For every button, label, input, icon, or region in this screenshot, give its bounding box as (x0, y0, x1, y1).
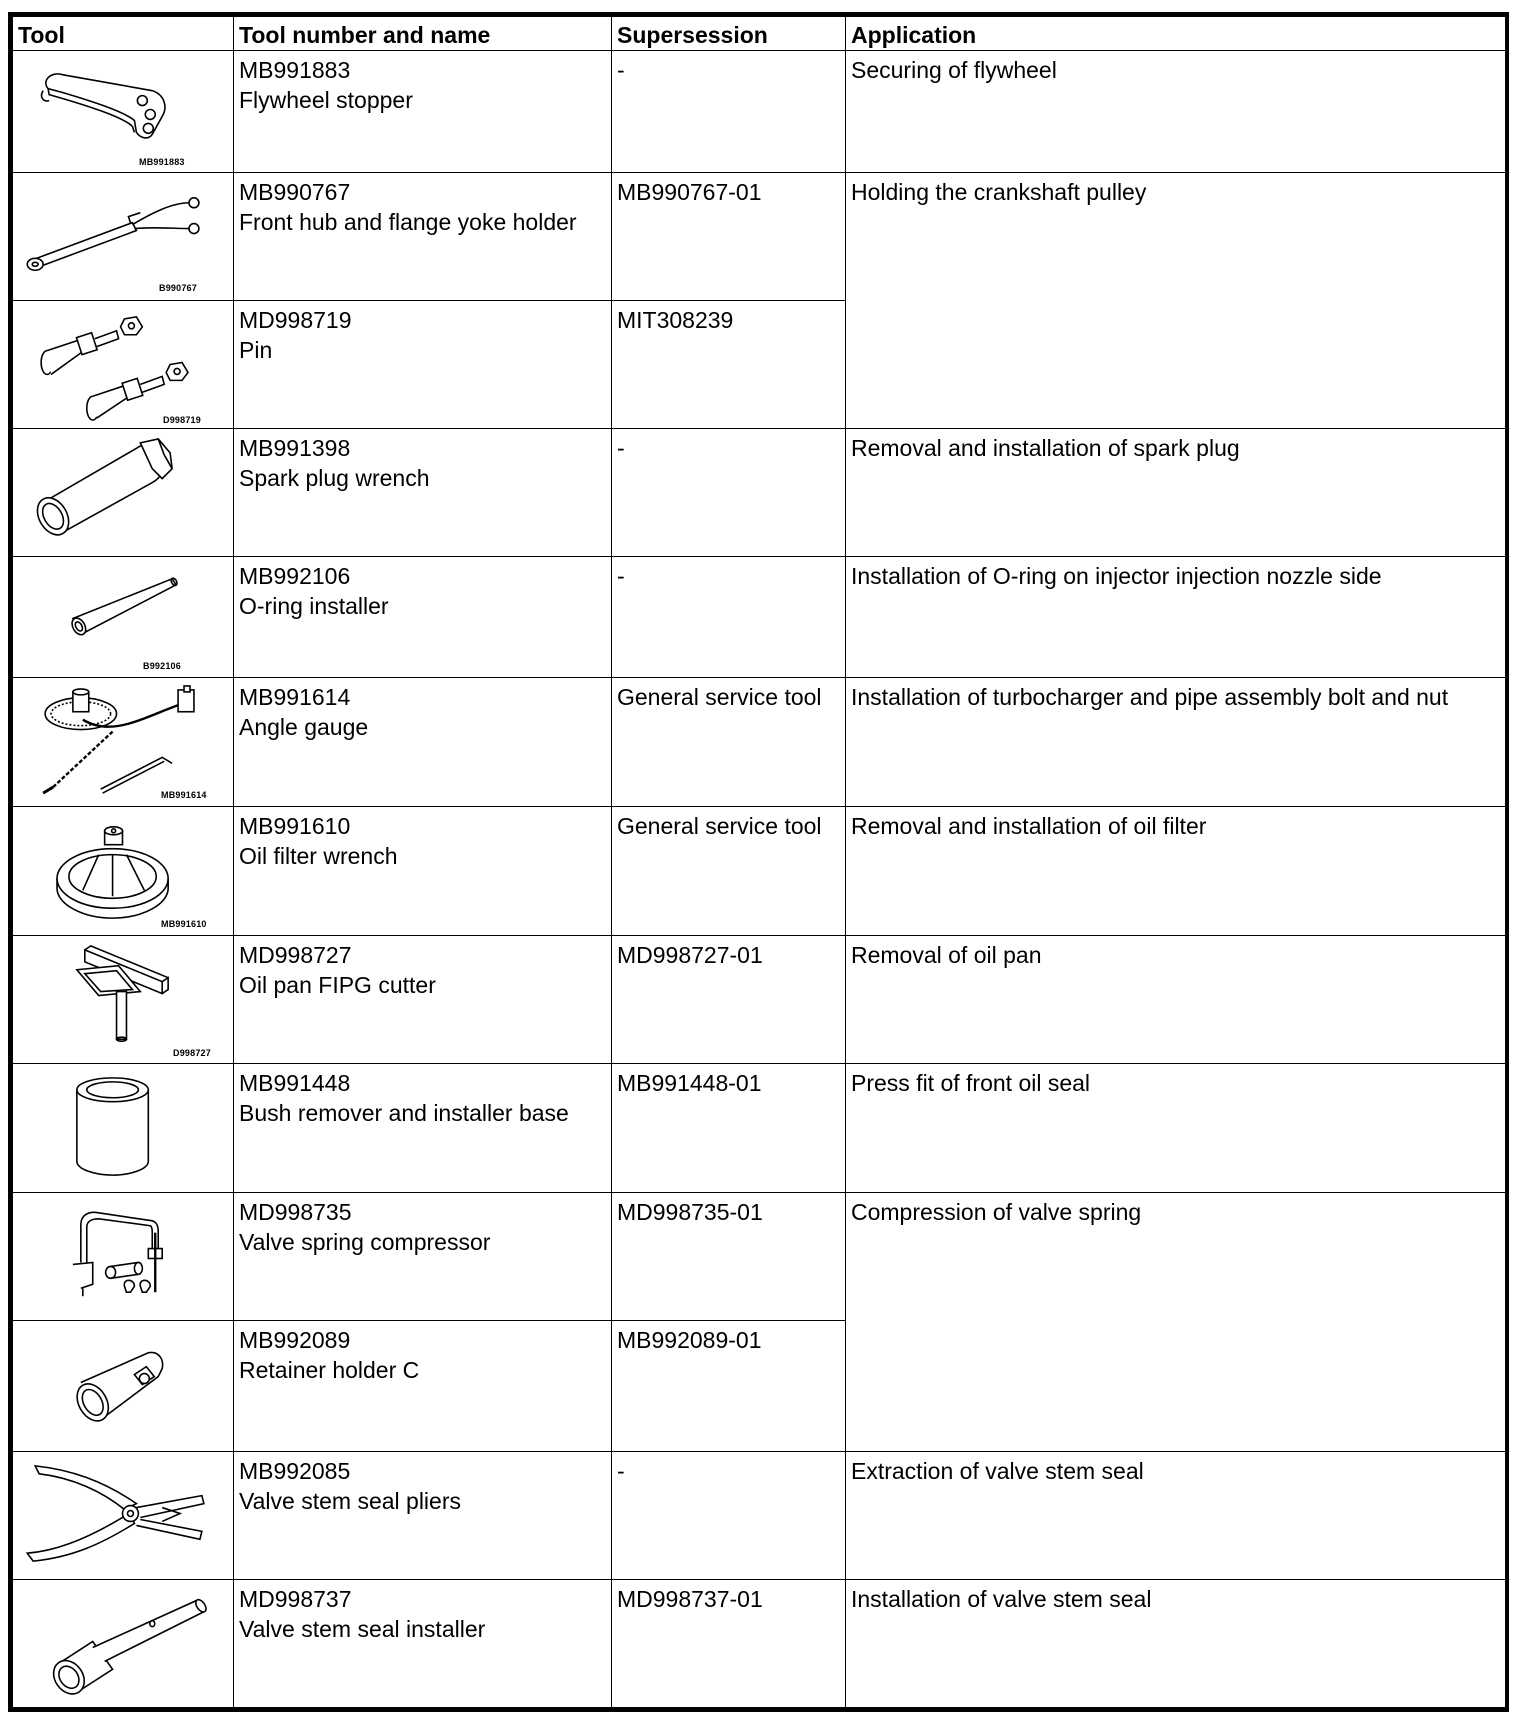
application-cell: Removal of oil pan (846, 936, 1506, 1064)
tool-illustration-cell (13, 429, 234, 557)
tool-name: O-ring installer (239, 593, 389, 619)
tool-code-label: MB991883 (139, 157, 185, 167)
tool-name: Front hub and flange yoke holder (239, 209, 577, 235)
header-application: Application (846, 17, 1506, 51)
fipg-cutter-icon (13, 936, 233, 1063)
table-row (13, 429, 1506, 557)
table-row (13, 557, 1506, 678)
tool-number: MD998735 (239, 1199, 352, 1225)
tool-illustration-cell (13, 51, 234, 173)
tool-code-label: D998727 (173, 1048, 211, 1058)
table-row (13, 51, 1506, 173)
supersession-cell: MD998737-01 (612, 1580, 846, 1708)
tool-number: MD998737 (239, 1586, 352, 1612)
header-supersession: Supersession (612, 17, 846, 51)
valve-stem-seal-installer-icon (13, 1580, 233, 1707)
tool-code-label: B990767 (159, 283, 197, 293)
tool-name: Valve spring compressor (239, 1229, 491, 1255)
supersession-cell: General service tool (612, 807, 846, 936)
tool-number-name-cell (234, 807, 612, 936)
tool-name: Valve stem seal pliers (239, 1488, 461, 1514)
pin-icon (13, 301, 233, 428)
application-cell: Press fit of front oil seal (846, 1064, 1506, 1193)
retainer-holder-icon (13, 1321, 233, 1451)
supersession-cell: - (612, 429, 846, 557)
application-cell: Removal and installation of oil filter (846, 807, 1506, 936)
tool-name: Flywheel stopper (239, 87, 413, 113)
tool-number-name-cell (234, 1193, 612, 1321)
supersession-cell: General service tool (612, 678, 846, 807)
tool-number: MB991448 (239, 1070, 351, 1096)
application-cell: Installation of O-ring on injector injection nozzle side (846, 557, 1506, 678)
tool-number-name-cell (234, 429, 612, 557)
supersession-cell: MD998727-01 (612, 936, 846, 1064)
special-tools-table (12, 16, 1506, 1708)
table-row (13, 1064, 1506, 1193)
application-cell: Compression of valve spring (846, 1193, 1506, 1452)
application-cell: Securing of flywheel (846, 51, 1506, 173)
tool-number: MB992106 (239, 563, 351, 589)
tool-illustration-cell (13, 1193, 234, 1321)
tool-number: MB990767 (239, 179, 351, 205)
tool-illustration-cell (13, 1064, 234, 1193)
tool-illustration-cell (13, 557, 234, 678)
table-row (13, 1193, 1506, 1321)
tool-number: MD998719 (239, 307, 352, 333)
header-tool-number-and-name: Tool number and name (234, 17, 612, 51)
application-cell: Installation of turbocharger and pipe assembly bolt and nut (846, 678, 1506, 807)
tool-number-name-cell (234, 301, 612, 429)
tool-illustration-cell (13, 1321, 234, 1452)
tool-name: Pin (239, 337, 273, 363)
tool-number: MD998727 (239, 942, 352, 968)
tool-code-label: MB991610 (161, 919, 207, 929)
valve-spring-compressor-icon (13, 1193, 233, 1320)
tool-number: MB991883 (239, 57, 351, 83)
tool-number-name-cell (234, 936, 612, 1064)
tool-code-label: MB991614 (161, 790, 207, 800)
tool-number-name-cell (234, 1321, 612, 1452)
tool-number-name-cell (234, 678, 612, 807)
application-cell: Installation of valve stem seal (846, 1580, 1506, 1708)
table-row (13, 1452, 1506, 1580)
tool-number-name-cell (234, 173, 612, 301)
tool-number-name-cell (234, 557, 612, 678)
oil-filter-wrench-icon (13, 807, 233, 935)
tool-illustration-cell (13, 1452, 234, 1580)
tool-name: Bush remover and installer base (239, 1100, 569, 1126)
table-row (13, 807, 1506, 936)
table-row (13, 936, 1506, 1064)
table-header-row (13, 17, 1506, 51)
o-ring-installer-icon (13, 557, 233, 677)
supersession-cell: MB992089-01 (612, 1321, 846, 1452)
tool-illustration-cell (13, 936, 234, 1064)
valve-stem-seal-pliers-icon (13, 1452, 233, 1579)
table-row (13, 1580, 1506, 1708)
yoke-holder-icon (13, 173, 233, 300)
header-tool: Tool (13, 17, 234, 51)
supersession-cell: - (612, 51, 846, 173)
tool-illustration-cell (13, 173, 234, 301)
tool-number-name-cell (234, 51, 612, 173)
supersession-cell: - (612, 557, 846, 678)
tool-number: MB992089 (239, 1327, 351, 1353)
tool-table-frame (8, 12, 1509, 1712)
tool-code-label: D998719 (163, 415, 201, 425)
flywheel-stopper-icon (13, 51, 233, 172)
table-row (13, 678, 1506, 807)
tool-number: MB991398 (239, 435, 351, 461)
application-cell: Holding the crankshaft pulley (846, 173, 1506, 429)
tool-number-name-cell (234, 1064, 612, 1193)
tool-number: MB991610 (239, 813, 351, 839)
installer-base-icon (13, 1064, 233, 1192)
tool-name: Angle gauge (239, 714, 369, 740)
tool-name: Retainer holder C (239, 1357, 420, 1383)
tool-illustration-cell (13, 301, 234, 429)
tool-name: Oil filter wrench (239, 843, 398, 869)
supersession-cell: MIT308239 (612, 301, 846, 429)
supersession-cell: MB990767-01 (612, 173, 846, 301)
supersession-cell: - (612, 1452, 846, 1580)
tool-name: Valve stem seal installer (239, 1616, 486, 1642)
table-row (13, 173, 1506, 301)
application-cell: Extraction of valve stem seal (846, 1452, 1506, 1580)
tool-illustration-cell (13, 1580, 234, 1708)
tool-illustration-cell (13, 807, 234, 936)
angle-gauge-icon (13, 678, 233, 806)
supersession-cell: MD998735-01 (612, 1193, 846, 1321)
spark-plug-wrench-icon (13, 429, 233, 556)
tool-code-label: B992106 (143, 661, 181, 671)
tool-illustration-cell (13, 678, 234, 807)
tool-number-name-cell (234, 1452, 612, 1580)
tool-name: Spark plug wrench (239, 465, 430, 491)
tool-number: MB992085 (239, 1458, 351, 1484)
tool-number-name-cell (234, 1580, 612, 1708)
tool-number: MB991614 (239, 684, 351, 710)
application-cell: Removal and installation of spark plug (846, 429, 1506, 557)
tool-name: Oil pan FIPG cutter (239, 972, 436, 998)
supersession-cell: MB991448-01 (612, 1064, 846, 1193)
